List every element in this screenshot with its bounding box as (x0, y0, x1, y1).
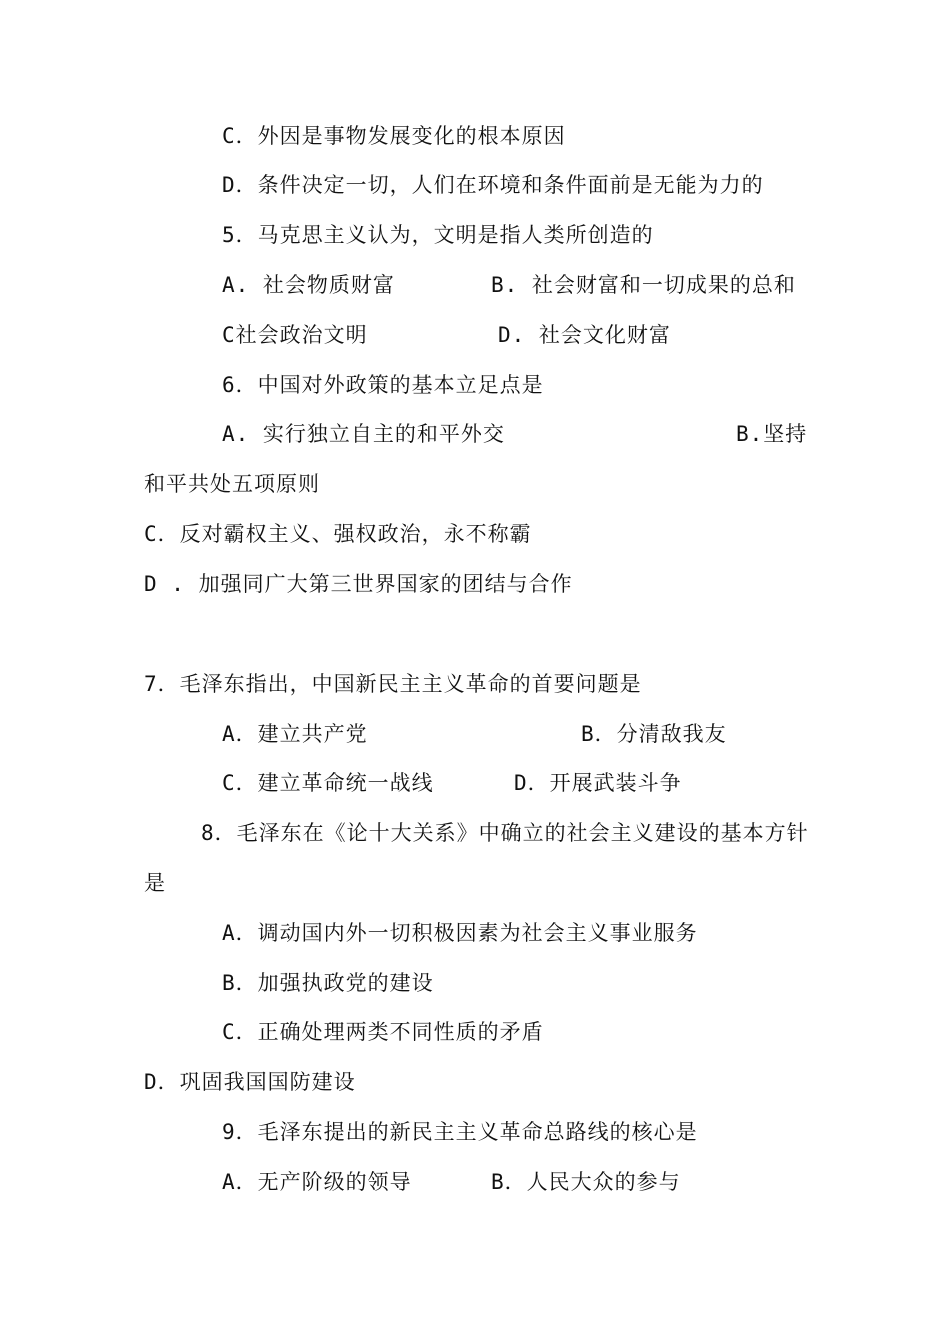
q6-option-b-continued: 和平共处五项原则 (144, 472, 320, 496)
q6-option-a: A. 实行独立自主的和平外交 (222, 422, 505, 446)
q4-option-d: D．条件决定一切，人们在环境和条件面前是无能为力的 (222, 173, 764, 197)
q9-stem: 9．毛泽东提出的新民主主义革命总路线的核心是 (222, 1120, 698, 1144)
q9-option-a: A．无产阶级的领导 (222, 1170, 412, 1194)
q7-stem: 7．毛泽东指出，中国新民主主义革命的首要问题是 (144, 672, 642, 696)
q8-option-d: D．巩固我国国防建设 (144, 1070, 356, 1094)
q7-option-d: D．开展武装斗争 (514, 771, 682, 795)
q7-option-b: B．分清敌我友 (581, 722, 727, 746)
q7-option-c: C．建立革命统一战线 (222, 771, 434, 795)
q5-option-a: A. 社会物质财富 (222, 273, 395, 297)
q7-option-a: A．建立共产党 (222, 722, 368, 746)
q6-option-c: C．反对霸权主义、强权政治，永不称霸 (144, 522, 532, 546)
q8-option-c: C．正确处理两类不同性质的矛盾 (222, 1020, 544, 1044)
q6-option-d: D . 加强同广大第三世界国家的团结与合作 (144, 572, 573, 596)
q5-option-c: C社会政治文明 (222, 323, 368, 347)
q5-option-d: D. 社会文化财富 (498, 323, 671, 347)
q9-option-b: B．人民大众的参与 (491, 1170, 681, 1194)
q5-stem: 5．马克思主义认为，文明是指人类所创造的 (222, 223, 654, 247)
q8-stem-continued: 是 (144, 871, 166, 895)
q8-stem: 8．毛泽东在《论十大关系》中确立的社会主义建设的基本方针 (201, 821, 809, 845)
q4-option-c: C．外因是事物发展变化的根本原因 (222, 124, 566, 148)
q6-stem: 6．中国对外政策的基本立足点是 (222, 373, 544, 397)
q6-option-b-start: B.坚持 (736, 422, 808, 446)
q5-option-b: B. 社会财富和一切成果的总和 (491, 273, 796, 297)
q8-option-a: A．调动国内外一切积极因素为社会主义事业服务 (222, 921, 698, 945)
q8-option-b: B．加强执政党的建设 (222, 971, 434, 995)
